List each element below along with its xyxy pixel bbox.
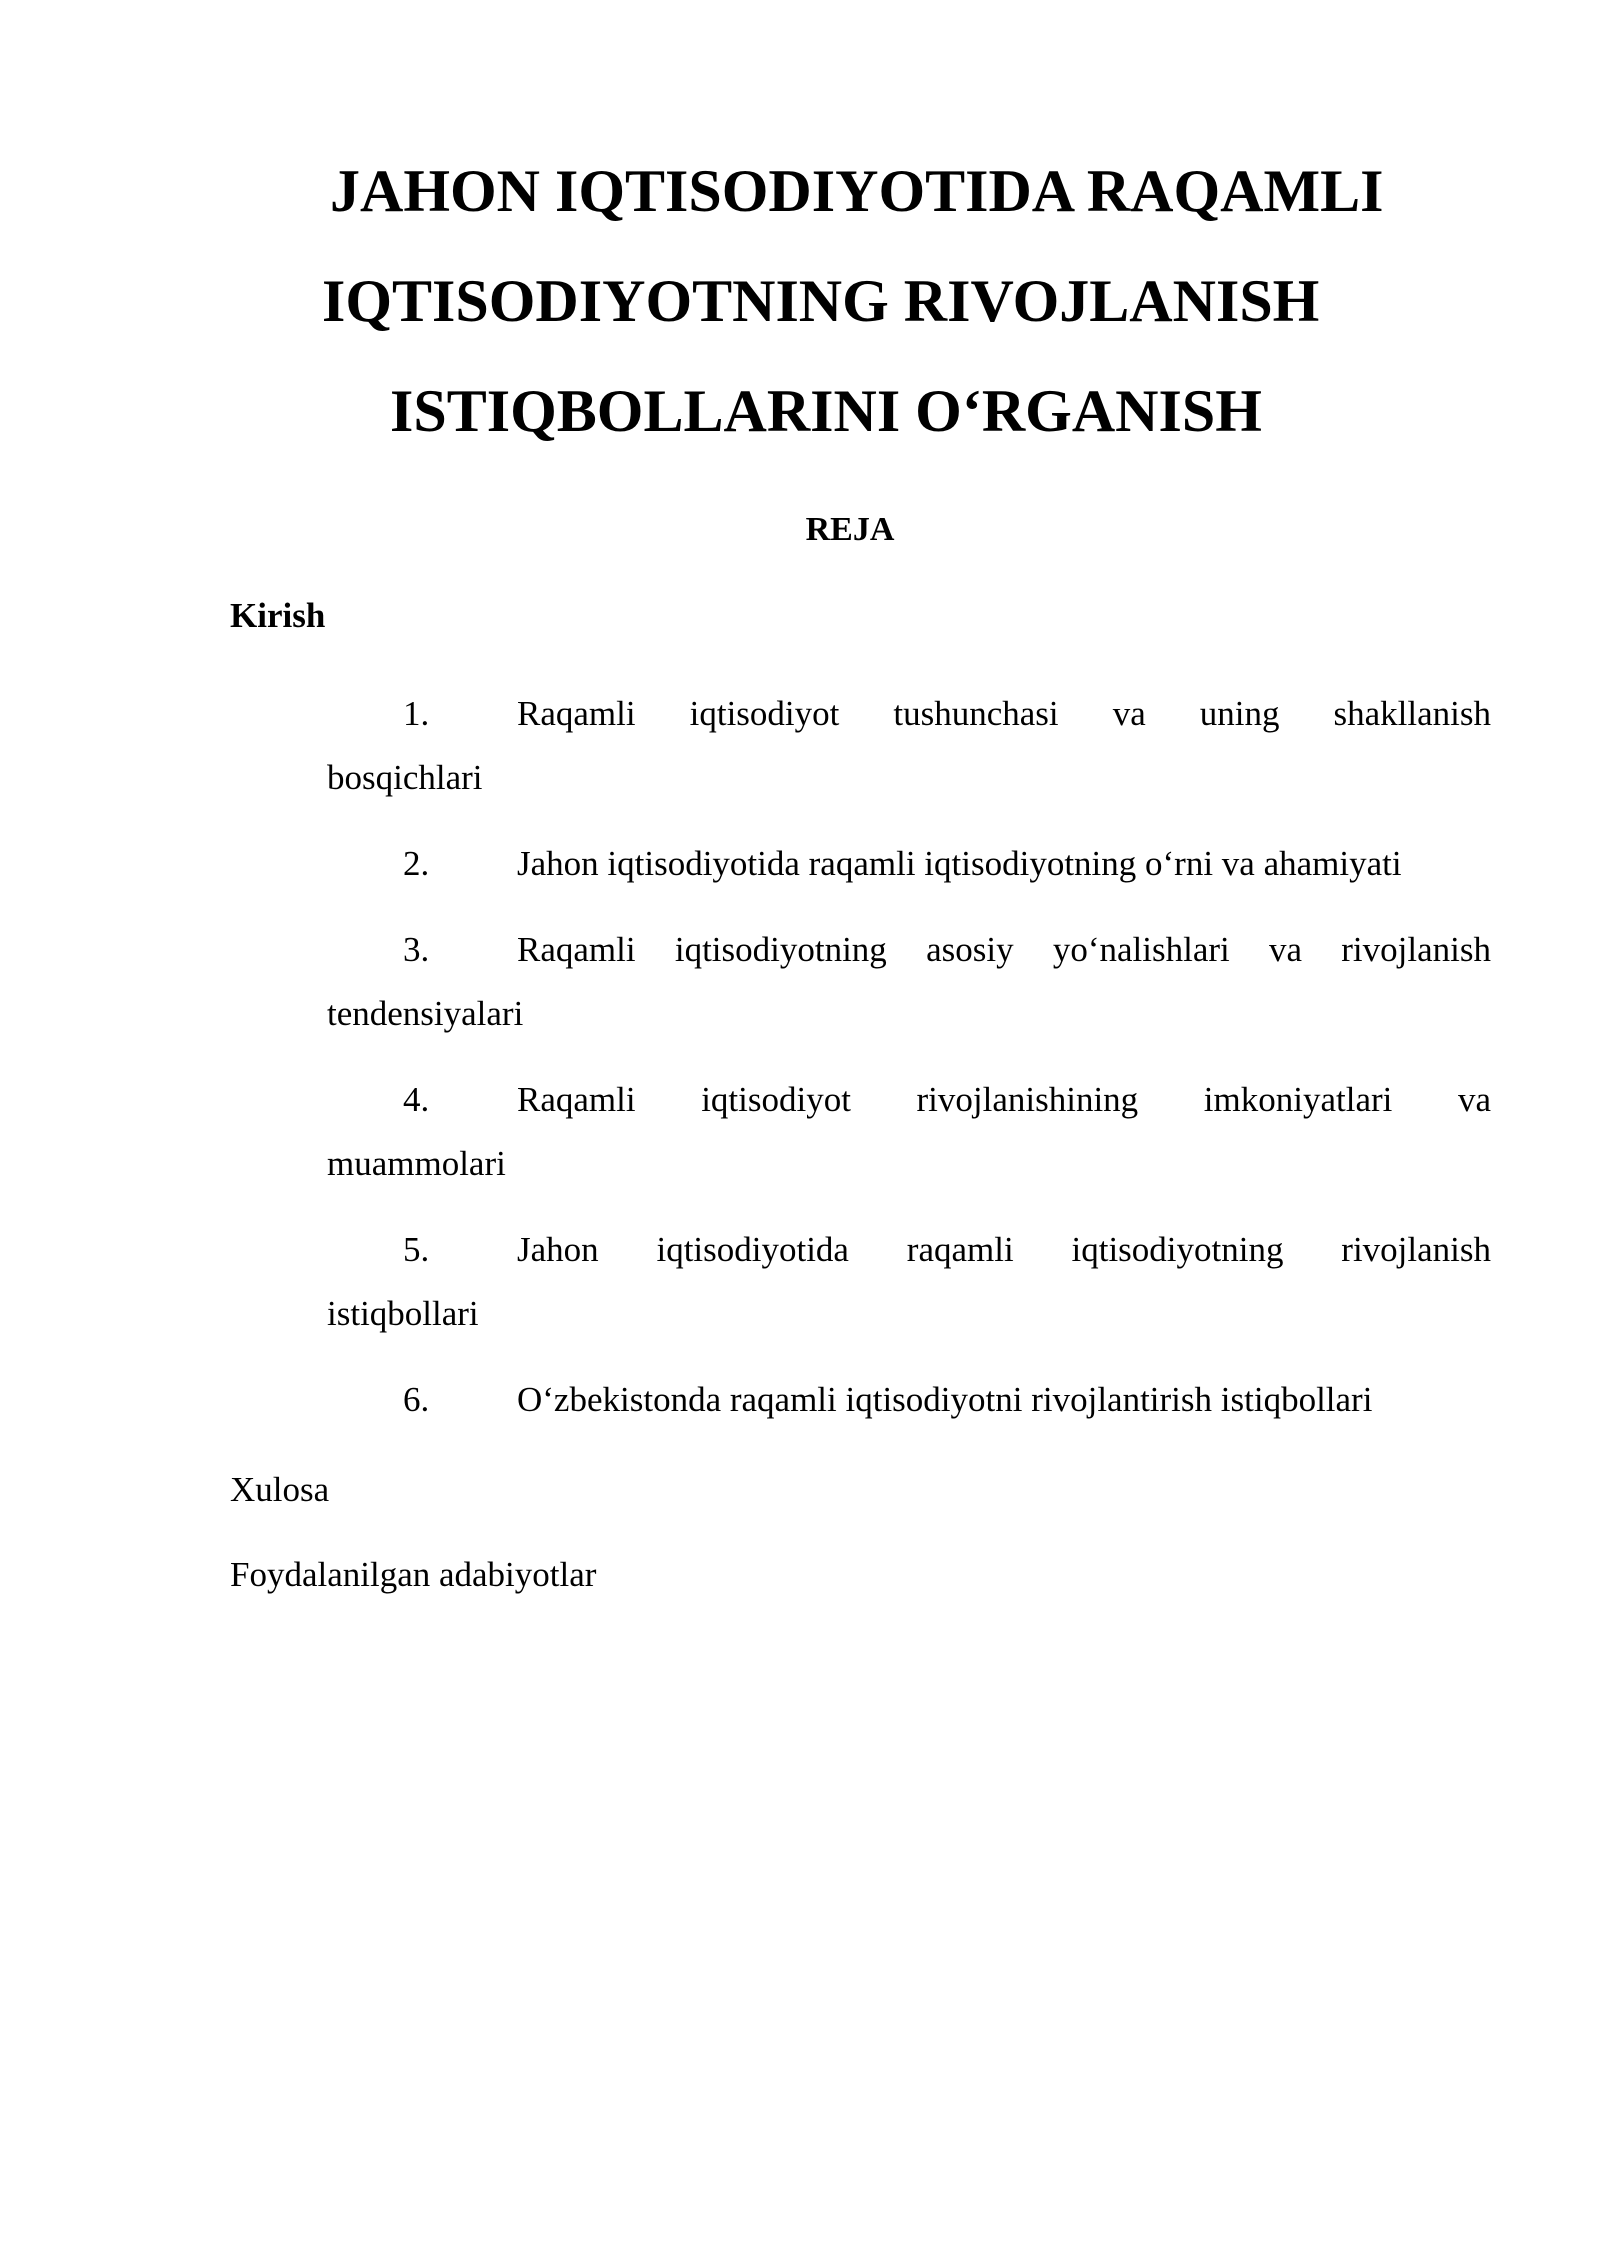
plan-item-number: 3. [403,930,430,969]
plan-item-text-continuation: tendensiyalari [327,994,524,1033]
document-title-line-1: JAHON IQTISODIYOTIDA RAQAMLI [330,158,1384,224]
plan-item-5 [327,1218,1491,1346]
plan-item-text-continuation: muammolari [327,1144,506,1183]
plan-item-text-continuation: istiqbollari [327,1294,479,1333]
plan-item-number: 6. [403,1380,430,1419]
plan-item-text: Raqamli iqtisodiyotning asosiy yo‘nalishlari va rivojlanish [517,930,1491,969]
plan-item-text: Raqamli iqtisodiyot tushunchasi va uning shakllanish [517,694,1491,733]
plan-heading: REJA [805,511,895,548]
references-heading: Foydalanilgan adabiyotlar [230,1555,597,1594]
plan-item-text: O‘zbekistonda raqamli iqtisodiyotni rivojlantirish istiqbollari [517,1380,1373,1419]
plan-item-text: Jahon iqtisodiyotida raqamli iqtisodiyotning o‘rni va ahamiyati [517,844,1402,883]
plan-item-number: 5. [403,1230,430,1269]
plan-item-4 [327,1068,1491,1196]
plan-item-text: Raqamli iqtisodiyot rivojlanishining imkoniyatlari va [517,1080,1491,1119]
plan-item-number: 1. [403,694,430,733]
plan-item-number: 4. [403,1080,430,1119]
plan-item-text: Jahon iqtisodiyotida raqamli iqtisodiyotning rivojlanish [517,1230,1491,1269]
plan-item-1 [327,682,1491,810]
plan-item-3 [327,918,1491,1046]
plan-item-2 [327,832,1491,896]
document-title-line-3: ISTIQBOLLARINI O‘RGANISH [390,378,1262,444]
plan-item-6 [327,1368,1491,1432]
plan-list [327,682,1491,1454]
plan-item-text-continuation: bosqichlari [327,758,483,797]
document-title-line-2: IQTISODIYOTNING RIVOJLANISH [322,268,1320,334]
intro-heading: Kirish [230,596,326,635]
plan-item-number: 2. [403,844,430,883]
conclusion-heading: Xulosa [230,1470,330,1509]
